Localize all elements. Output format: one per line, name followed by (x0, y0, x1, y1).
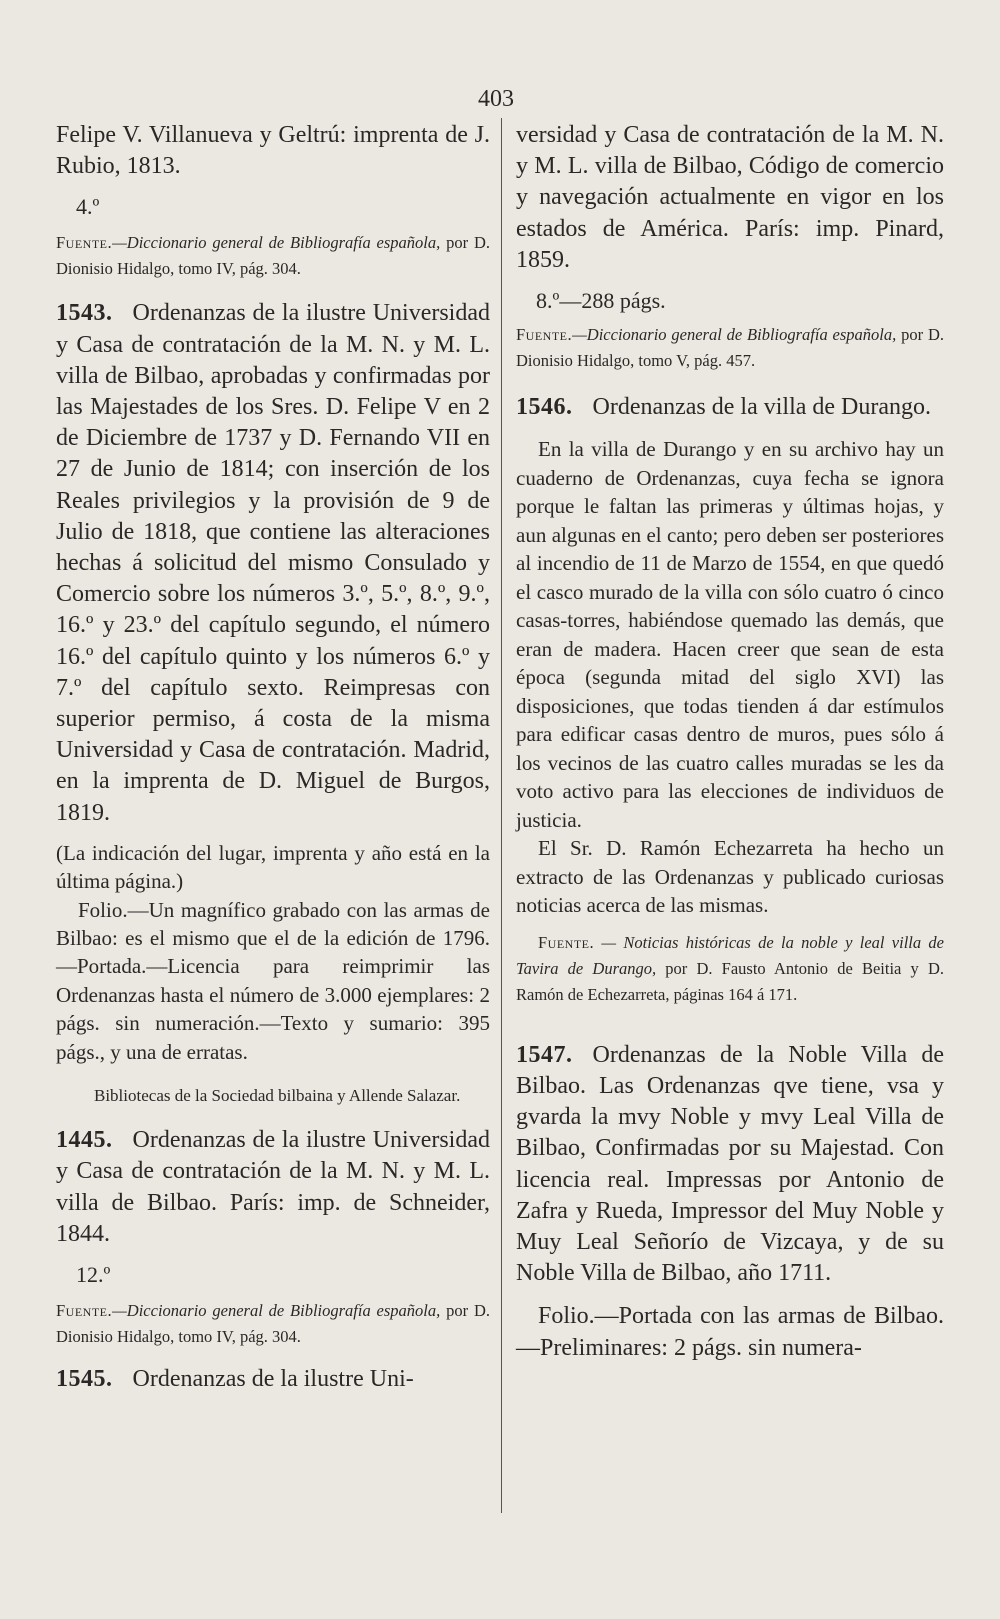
source-rest: por D. Dionisio Hidalgo, tomo V, pág. 457. (516, 325, 944, 371)
source-label: Fuente. (538, 932, 595, 952)
source-label: Fuente. (56, 233, 113, 253)
source-rest: por D. Dionisio Hidalgo, tomo IV, pág. 304. (56, 233, 490, 279)
entry-libraries: Bibliotecas de la Sociedad bilbaina y Allende Salazar. (94, 1086, 461, 1106)
entry-number: 1545. (56, 1365, 113, 1392)
entry-description: Folio.—Portada con las armas de Bilbao.—Preliminares: 2 págs. sin numera- (516, 1303, 944, 1361)
entry-text (56, 1125, 490, 1250)
entry-1546 (516, 392, 944, 1008)
entry-1445 (56, 1125, 490, 1350)
source-label: Fuente. (56, 1300, 113, 1320)
source-citation (516, 322, 944, 374)
entry-title: Ordenanzas de la ilustre Uni- (132, 1365, 414, 1392)
entry-1545 (56, 1364, 490, 1395)
column-divider (501, 118, 502, 1513)
entry-text (516, 392, 944, 423)
entry-paragraph: En la villa de Durango y en su archivo hay un cuaderno de Ordenanzas, cuya fecha se ignora porque le faltan las primeras y últimas hojas, y aun algunas en el canto; pero deben ser posteriores al incendio de 11 de Marzo de 1554, en que quedó el casco murado de la villa con sólo cuatro ó cinco casas-torres, habiéndose quemado las demás, que eran de madera. Hacen creer que sean de esta época (segunda mitad del siglo XVI) las disposiciones, que todas tienden á dar estímulos para edificar casas dentro de muros, pues sólo á los vecinos de las cuatro calles muradas se les da voto activo para las elecciones de individuos de justicia. (516, 437, 944, 832)
source-title: —Diccionario general de Bibliografía española, (112, 1300, 441, 1320)
entry-1543 (56, 298, 490, 1109)
entry-number: 1445. (56, 1127, 113, 1154)
entry-title: Ordenanzas de la ilustre Universidad y Casa de contratación de la M. N. y M. L. villa de Bilbao, aprobadas y confirmadas por las Majestades de los Sres. D. Felipe V en 2 de Diciembre de 1737 y D. Fernando VII en 27 de Junio de 1814; con inserción de los Reales privilegios y la provisión de 9 de Julio de 1818, que contiene las alteraciones hechas á solicitud del mismo Consulado y Comercio sobre los números 3.º, 5.º, 8.º, 9.º, 16.º y 23.º del capítulo segundo, el número 16.º del capítulo quinto y los números 6.º y 7.º del capítulo sexto. Reimpresas con superior permiso, á costa de la misma Universidad y Casa de contratación. Madrid, en la imprenta de D. Miguel de Burgos, 1819. (56, 300, 490, 826)
format-note: 12.º (76, 1261, 111, 1287)
source-label: Fuente. (516, 325, 573, 345)
continuation-text: versidad y Casa de contratación de la M. N. y M. L. villa de Bilbao, Código de comercio y navegación actualmente en vigor en los estados de América. París: imp. Pinard, 1859. (516, 122, 944, 273)
entry-number: 1546. (516, 394, 573, 421)
left-column (56, 120, 490, 1395)
entry-1547 (516, 1040, 944, 1364)
source-title: — Noticias históricas de la noble y leal villa de Tavira de Durango, (516, 932, 944, 978)
source-citation (56, 230, 490, 282)
entry-text (516, 1040, 944, 1290)
source-rest: por D. Dionisio Hidalgo, tomo IV, pág. 304. (56, 1300, 490, 1346)
entry-title: Ordenanzas de la ilustre Universidad y Casa de contratación de la M. N. y M. L. villa de Bilbao. París: imp. de Schneider, 1844. (56, 1127, 490, 1247)
entry-text (56, 298, 490, 828)
format-note: 4.º (76, 194, 100, 220)
right-column (516, 120, 944, 1364)
entry-number: 1543. (56, 300, 113, 327)
entry-paragraph: El Sr. D. Ramón Echezarreta ha hecho un extracto de las Ordenanzas y publicado curiosas noticias acerca de las mismas. (516, 836, 944, 918)
entry-description: Folio.—Un magnífico grabado con las armas de Bilbao: es el mismo que el de la edición de 1796.—Portada.—Licencia para reimprimir las Ordenanzas hasta el número de 3.000 ejemplares: 2 págs. sin numeración.—Texto y sumario: 395 págs., y una de erratas. (56, 897, 490, 1064)
source-title: —Diccionario general de Bibliografía española, (572, 325, 897, 345)
source-title: —Diccionario general de Bibliografía española, (112, 233, 441, 253)
page-number: 403 (478, 86, 514, 112)
entry-title: Ordenanzas de la Noble Villa de Bilbao. Las Ordenanzas qve tiene, vsa y gvarda la mvy Noble y mvy Leal Villa de Bilbao, Confirmadas por su Majestad. Con licencia real. Impressas por Antonio de Zafra y Rueda, Impressor del Muy Noble y Muy Leal Señorío de Vizcaya, y de su Noble Villa de Bilbao, año 1711. (516, 1041, 944, 1287)
entry-title: Ordenanzas de la villa de Durango. (592, 394, 932, 421)
entry-note: (La indicación del lugar, imprenta y año está en la última página.) (56, 840, 490, 894)
entry-text (56, 1364, 490, 1395)
format-note: 8.º—288 págs. (536, 288, 666, 314)
source-citation (516, 930, 944, 1008)
source-citation (56, 1298, 490, 1350)
continuation-text: Felipe V. Villanueva y Geltrú: imprenta de J. Rubio, 1813. (56, 122, 490, 180)
source-rest: por D. Fausto Antonio de Beitia y D. Ramón de Echezarreta, páginas 164 á 171. (516, 958, 944, 1004)
entry-number: 1547. (516, 1041, 573, 1068)
